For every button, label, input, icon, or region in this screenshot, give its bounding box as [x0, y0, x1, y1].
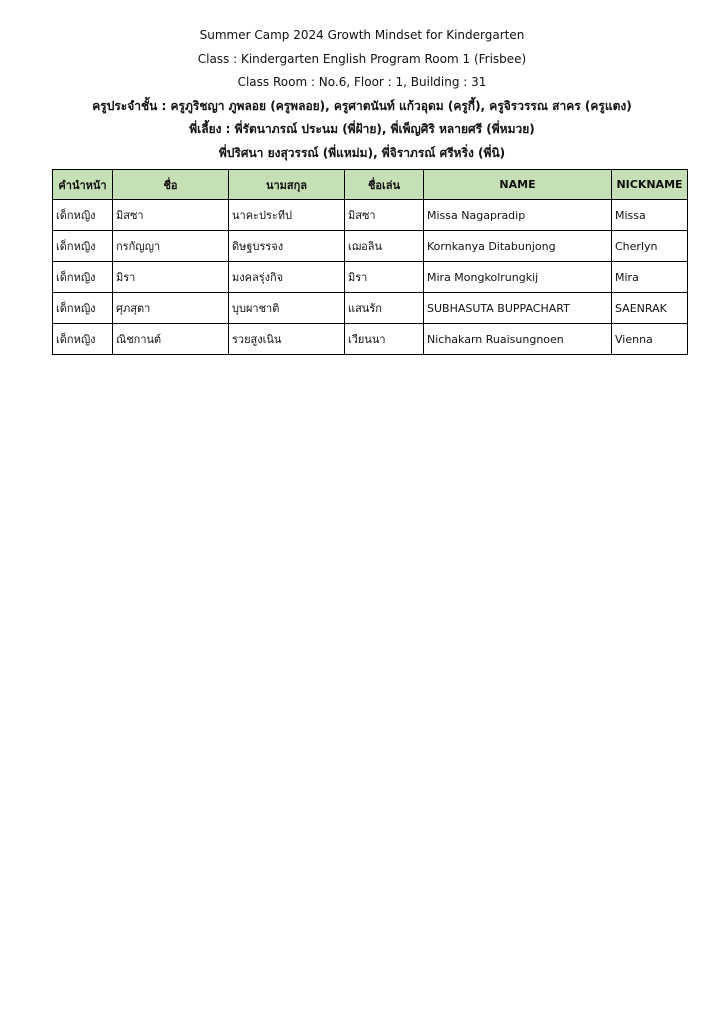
cell-last-name: รวยสูงเนิน	[229, 324, 345, 355]
cell-nickname-thai: แสนรัก	[345, 293, 424, 324]
cell-nickname: Cherlyn	[612, 231, 688, 262]
cell-prefix: เด็กหญิง	[53, 231, 113, 262]
cell-last-name: บุบผาชาติ	[229, 293, 345, 324]
cell-nickname-thai: มิรา	[345, 262, 424, 293]
document-header	[0, 24, 724, 165]
cell-nickname: Vienna	[612, 324, 688, 355]
document-title: Summer Camp 2024 Growth Mindset for Kindergarten	[199, 28, 525, 42]
cell-name: Nichakarn Ruaisungnoen	[424, 324, 612, 355]
column-header-nickname-thai: ชื่อเล่น	[345, 170, 424, 200]
cell-last-name: นาคะประทีป	[229, 200, 345, 231]
table-row	[53, 231, 688, 262]
cell-name: SUBHASUTA BUPPACHART	[424, 293, 612, 324]
cell-nickname-thai: มิสซา	[345, 200, 424, 231]
cell-first-name: ณิชกานต์	[113, 324, 229, 355]
room-line: Class Room : No.6, Floor : 1, Building : 31	[237, 75, 487, 89]
cell-nickname: Missa	[612, 200, 688, 231]
table-row	[53, 262, 688, 293]
caretakers-line-2: พี่ปริศนา ยงสุวรรณ์ (พี่แหม่ม), พี่จิราภรณ์ ศรีหริ่ง (พี่นิ)	[218, 145, 506, 160]
cell-name: Mira Mongkolrungkij	[424, 262, 612, 293]
cell-prefix: เด็กหญิง	[53, 200, 113, 231]
cell-name: Kornkanya Ditabunjong	[424, 231, 612, 262]
cell-name: Missa Nagapradip	[424, 200, 612, 231]
caretakers-line-1: พี่เลี้ยง : พี่รัตนาภรณ์ ประนม (พี่ฝ้าย), พี่เพ็ญศิริ หลายศรี (พี่หมวย)	[189, 122, 535, 136]
table-row	[53, 324, 688, 355]
table-row	[53, 293, 688, 324]
cell-last-name: ดิษฐบรรจง	[229, 231, 345, 262]
cell-first-name: มิรา	[113, 262, 229, 293]
cell-nickname-thai: เวียนนา	[345, 324, 424, 355]
cell-nickname: SAENRAK	[612, 293, 688, 324]
column-header-nickname: NICKNAME	[612, 170, 688, 200]
cell-prefix: เด็กหญิง	[53, 324, 113, 355]
cell-nickname-thai: เฌอลิน	[345, 231, 424, 262]
teachers-line: ครูประจำชั้น : ครูภูริชญา ภูพลอย (ครูพลอย), ครูศาตนันท์ แก้วอุดม (ครูกี้), ครูจิรวรรณ สาคร (ครูแตง)	[92, 98, 632, 113]
class-line: Class : Kindergarten English Program Room 1 (Frisbee)	[197, 51, 527, 66]
cell-last-name: มงคลรุ่งกิจ	[229, 262, 345, 293]
table-header-row	[53, 170, 688, 200]
cell-prefix: เด็กหญิง	[53, 262, 113, 293]
column-header-last-name: นามสกุล	[229, 170, 345, 200]
cell-first-name: มิสซา	[113, 200, 229, 231]
cell-nickname: Mira	[612, 262, 688, 293]
student-roster-table	[52, 169, 688, 355]
table-row	[53, 200, 688, 231]
cell-first-name: กรกัญญา	[113, 231, 229, 262]
cell-prefix: เด็กหญิง	[53, 293, 113, 324]
column-header-prefix: คำนำหน้า	[53, 170, 113, 200]
cell-first-name: ศุภสุตา	[113, 293, 229, 324]
column-header-name: NAME	[424, 170, 612, 200]
column-header-first-name: ชื่อ	[113, 170, 229, 200]
